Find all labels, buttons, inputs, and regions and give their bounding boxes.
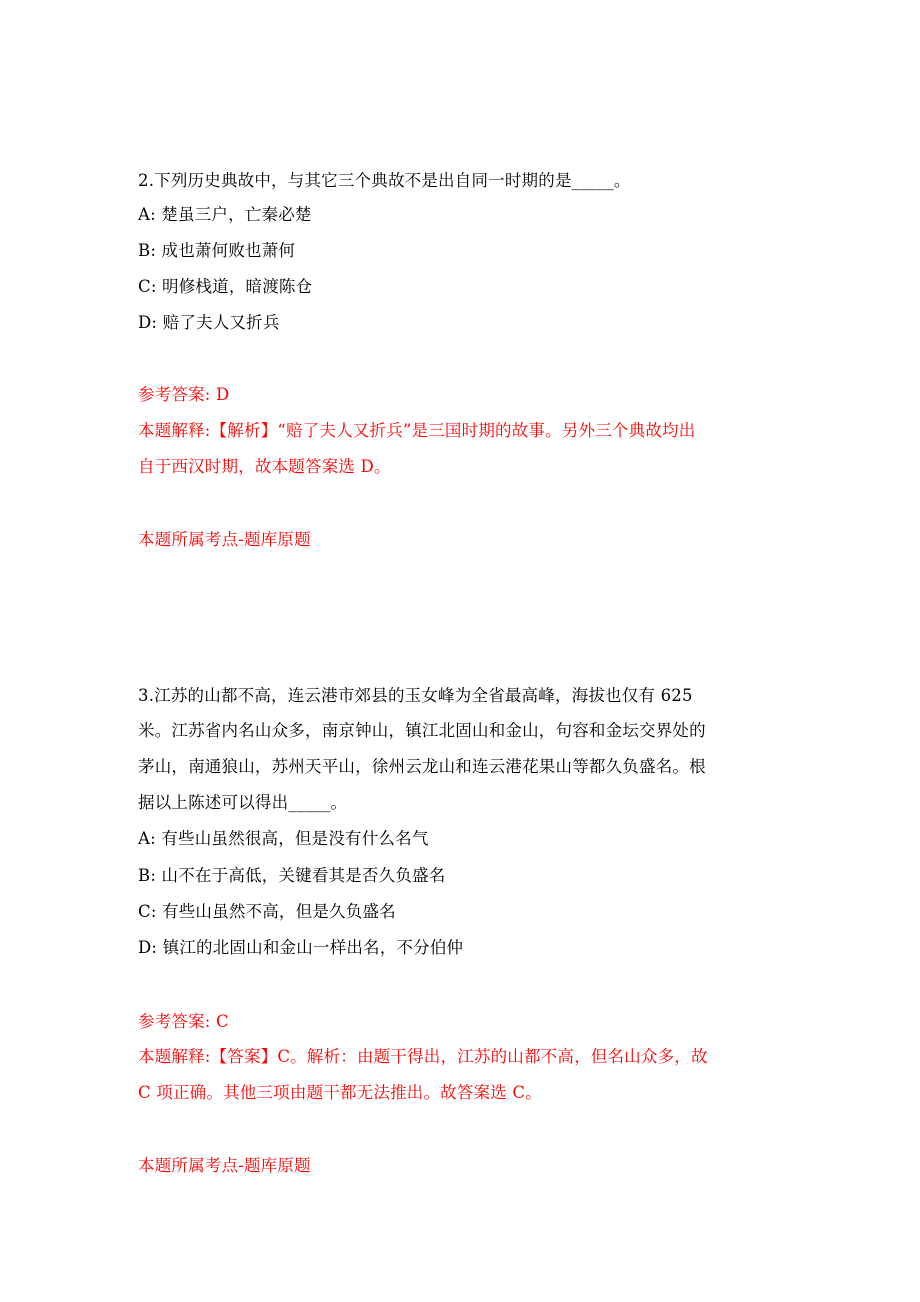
question-2-option-b: B: 成也萧何败也萧何 <box>138 241 296 260</box>
question-2-answer: 参考答案: D <box>138 385 230 404</box>
question-3-explanation-line-2: C 项正确。其他三项由题干都无法推出。故答案选 C。 <box>138 1083 542 1102</box>
question-3-option-b: B: 山不在于高低，关键看其是否久负盛名 <box>138 866 446 885</box>
question-2-option-a: A: 楚虽三户，亡秦必楚 <box>138 205 312 224</box>
question-3-explanation-line-1: 本题解释:【答案】C。解析：由题干得出，江苏的山都不高，但名山众多，故 <box>138 1047 708 1066</box>
question-3-option-c: C: 有些山虽然不高，但是久负盛名 <box>138 902 396 921</box>
question-3-option-d: D: 镇江的北固山和金山一样出名，不分伯仲 <box>138 938 464 957</box>
question-2-option-c: C: 明修栈道，暗渡陈仓 <box>138 277 313 296</box>
question-3-stem-line-2: 米。江苏省内名山众多，南京钟山，镇江北固山和金山，句容和金坛交界处的 <box>138 721 706 740</box>
question-3-stem-line-3: 茅山，南通狼山，苏州天平山，徐州云龙山和连云港花果山等都久负盛名。根 <box>138 757 706 776</box>
question-3-stem-line-4: 据以上陈述可以得出_____。 <box>138 793 348 812</box>
question-2-stem-line-1: 2.下列历史典故中，与其它三个典故不是出自同一时期的是_____。 <box>138 171 631 190</box>
question-2-option-d: D: 赔了夫人又折兵 <box>138 313 280 332</box>
question-3-stem-line-1: 3.江苏的山都不高，连云港市郊县的玉女峰为全省最高峰，海拔也仅有 625 <box>138 686 693 705</box>
question-2-explanation-line-1: 本题解释:【解析】“赔了夫人又折兵”是三国时期的故事。另外三个典故均出 <box>138 421 696 440</box>
question-2-explanation-line-2: 自于西汉时期，故本题答案选 D。 <box>138 457 391 476</box>
question-3-source: 本题所属考点-题库原题 <box>138 1156 311 1175</box>
question-2-source: 本题所属考点-题库原题 <box>138 530 311 549</box>
question-3-answer: 参考答案: C <box>138 1012 229 1031</box>
question-3-option-a: A: 有些山虽然很高，但是没有什么名气 <box>138 829 429 848</box>
